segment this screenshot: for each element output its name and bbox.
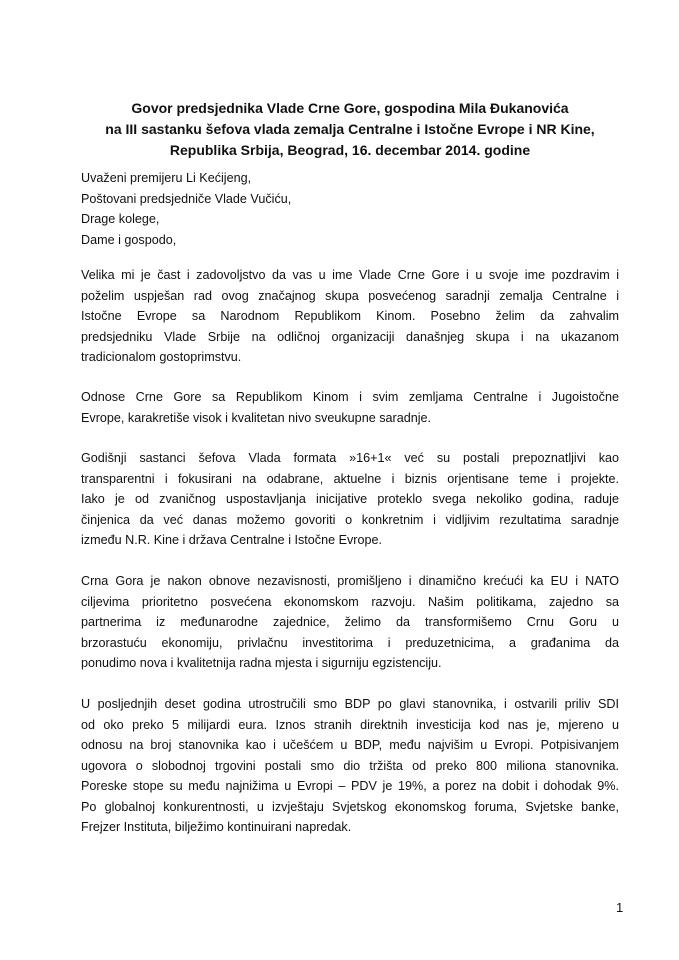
paragraph-line: partnerima iz međunarodne zajednice, želimo da transformišemo Crnu Goru u (81, 615, 619, 629)
paragraph-line: Godišnji sastanci šefova Vlada formata »16+1« već su postali prepoznatljivi kao (81, 451, 619, 465)
paragraph-line: Po globalnoj konkurentnosti, u izvještaju Svjetskog ekonomskog foruma, Svjetske banke, (81, 799, 619, 814)
paragraph-line: od oko preko 5 milijardi eura. Iznos stranih direktnih investicija kod nas je, mjereno u (81, 717, 619, 732)
paragraph-line: ponudimo nova i kvalitetnija radna mjesta i sigurniju egzistenciju. (81, 656, 442, 670)
page-number: 1 (616, 900, 624, 915)
paragraph-2 (81, 387, 619, 428)
paragraph-line: poželim uspješan rad ovog značajnog skupa posvećenog saradnji zemalja Centralne i (81, 288, 619, 303)
paragraph-3 (81, 448, 619, 551)
paragraph-line: tradicionalom gostoprimstvu. (81, 350, 242, 364)
paragraph-line: U posljednjih deset godina utrostručili smo BDP po glavi stanovnika, i ostvarili priliv SDI (81, 697, 619, 711)
paragraph-line: činjenica da već danas možemo govoriti o konkretnim i vidljivim rezultatima saradnje (81, 512, 619, 527)
salutation-line: Dame i gospodo, (81, 232, 177, 247)
title-line: Govor predsjednika Vlade Crne Gore, gospodina Mila Đukanovića (131, 100, 569, 116)
title-line: Republika Srbija, Beograd, 16. decembar 2014. godine (169, 142, 531, 158)
salutation-line: Poštovani predsjedniče Vlade Vučiću, (81, 191, 292, 206)
paragraph-5 (81, 694, 619, 838)
paragraph-line: Odnose Crne Gore sa Republikom Kinom i svim zemljama Centralne i Jugoistočne (81, 390, 619, 404)
paragraph-line: Istočne Evrope sa Narodnom Republikom Kinom. Posebno želim da zahvalim (81, 309, 619, 323)
paragraph-line: brzorastuću ekonomiju, privlačnu investitorima i preduzetnicima, a građanima da (81, 635, 619, 650)
paragraph-line: Frejzer Instituta, bilježimo kontinuirani napredak. (81, 820, 352, 834)
paragraph-1 (81, 265, 619, 368)
document-title (60, 98, 640, 161)
title-line: na III sastanku šefova vlada zemalja Centralne i Istočne Evrope i NR Kine, (105, 121, 595, 137)
paragraph-line: predsjedniku Vlade Srbije na odličnoj organizaciji današnjeg skupa i na ukazanom (81, 329, 619, 344)
paragraph-line: odnosu na broj stanovnika kao i učešćem u BDP, među najvišim u Evropi. Potpisivanjem (81, 738, 619, 752)
salutation-line: Drage kolege, (81, 212, 160, 226)
paragraph-line: ciljevima prioritetno posvećena ekonomskom razvoju. Našim politikama, zajedno sa (81, 594, 619, 609)
paragraph-line: između N.R. Kine i država Centralne i Istočne Evrope. (81, 533, 382, 547)
salutation-line: Uvaženi premijeru Li Kećijeng, (81, 171, 252, 185)
paragraph-line: transparentni i fokusirani na odabrane, aktuelne i biznis orjentisane teme i projekte. (81, 471, 619, 486)
paragraph-line: Poreske stope su među najnižima u Evropi – PDV je 19%, a porez na dobit i dohodak 9%. (81, 779, 619, 793)
paragraph-line: Evrope, karakretiše visok i kvalitetan nivo sveukupne saradnje. (81, 410, 432, 425)
paragraph-line: ugovora o slobodnoj trgovini postali smo dio tržišta od preko 800 miliona stanovnika. (81, 758, 619, 773)
salutation (81, 168, 619, 250)
paragraph-line: Iako je od zvaničnog uspostavljanja inicijative proteklo svega nekoliko godina, raduje (81, 492, 619, 506)
paragraph-line: Velika mi je čast i zadovoljstvo da vas u ime Vlade Crne Gore i u svoje ime pozdravim i (81, 268, 619, 282)
paragraph-4 (81, 571, 619, 674)
paragraph-line: Crna Gora je nakon obnove nezavisnosti, promišljeno i dinamično krećući ka EU i NATO (81, 574, 619, 588)
